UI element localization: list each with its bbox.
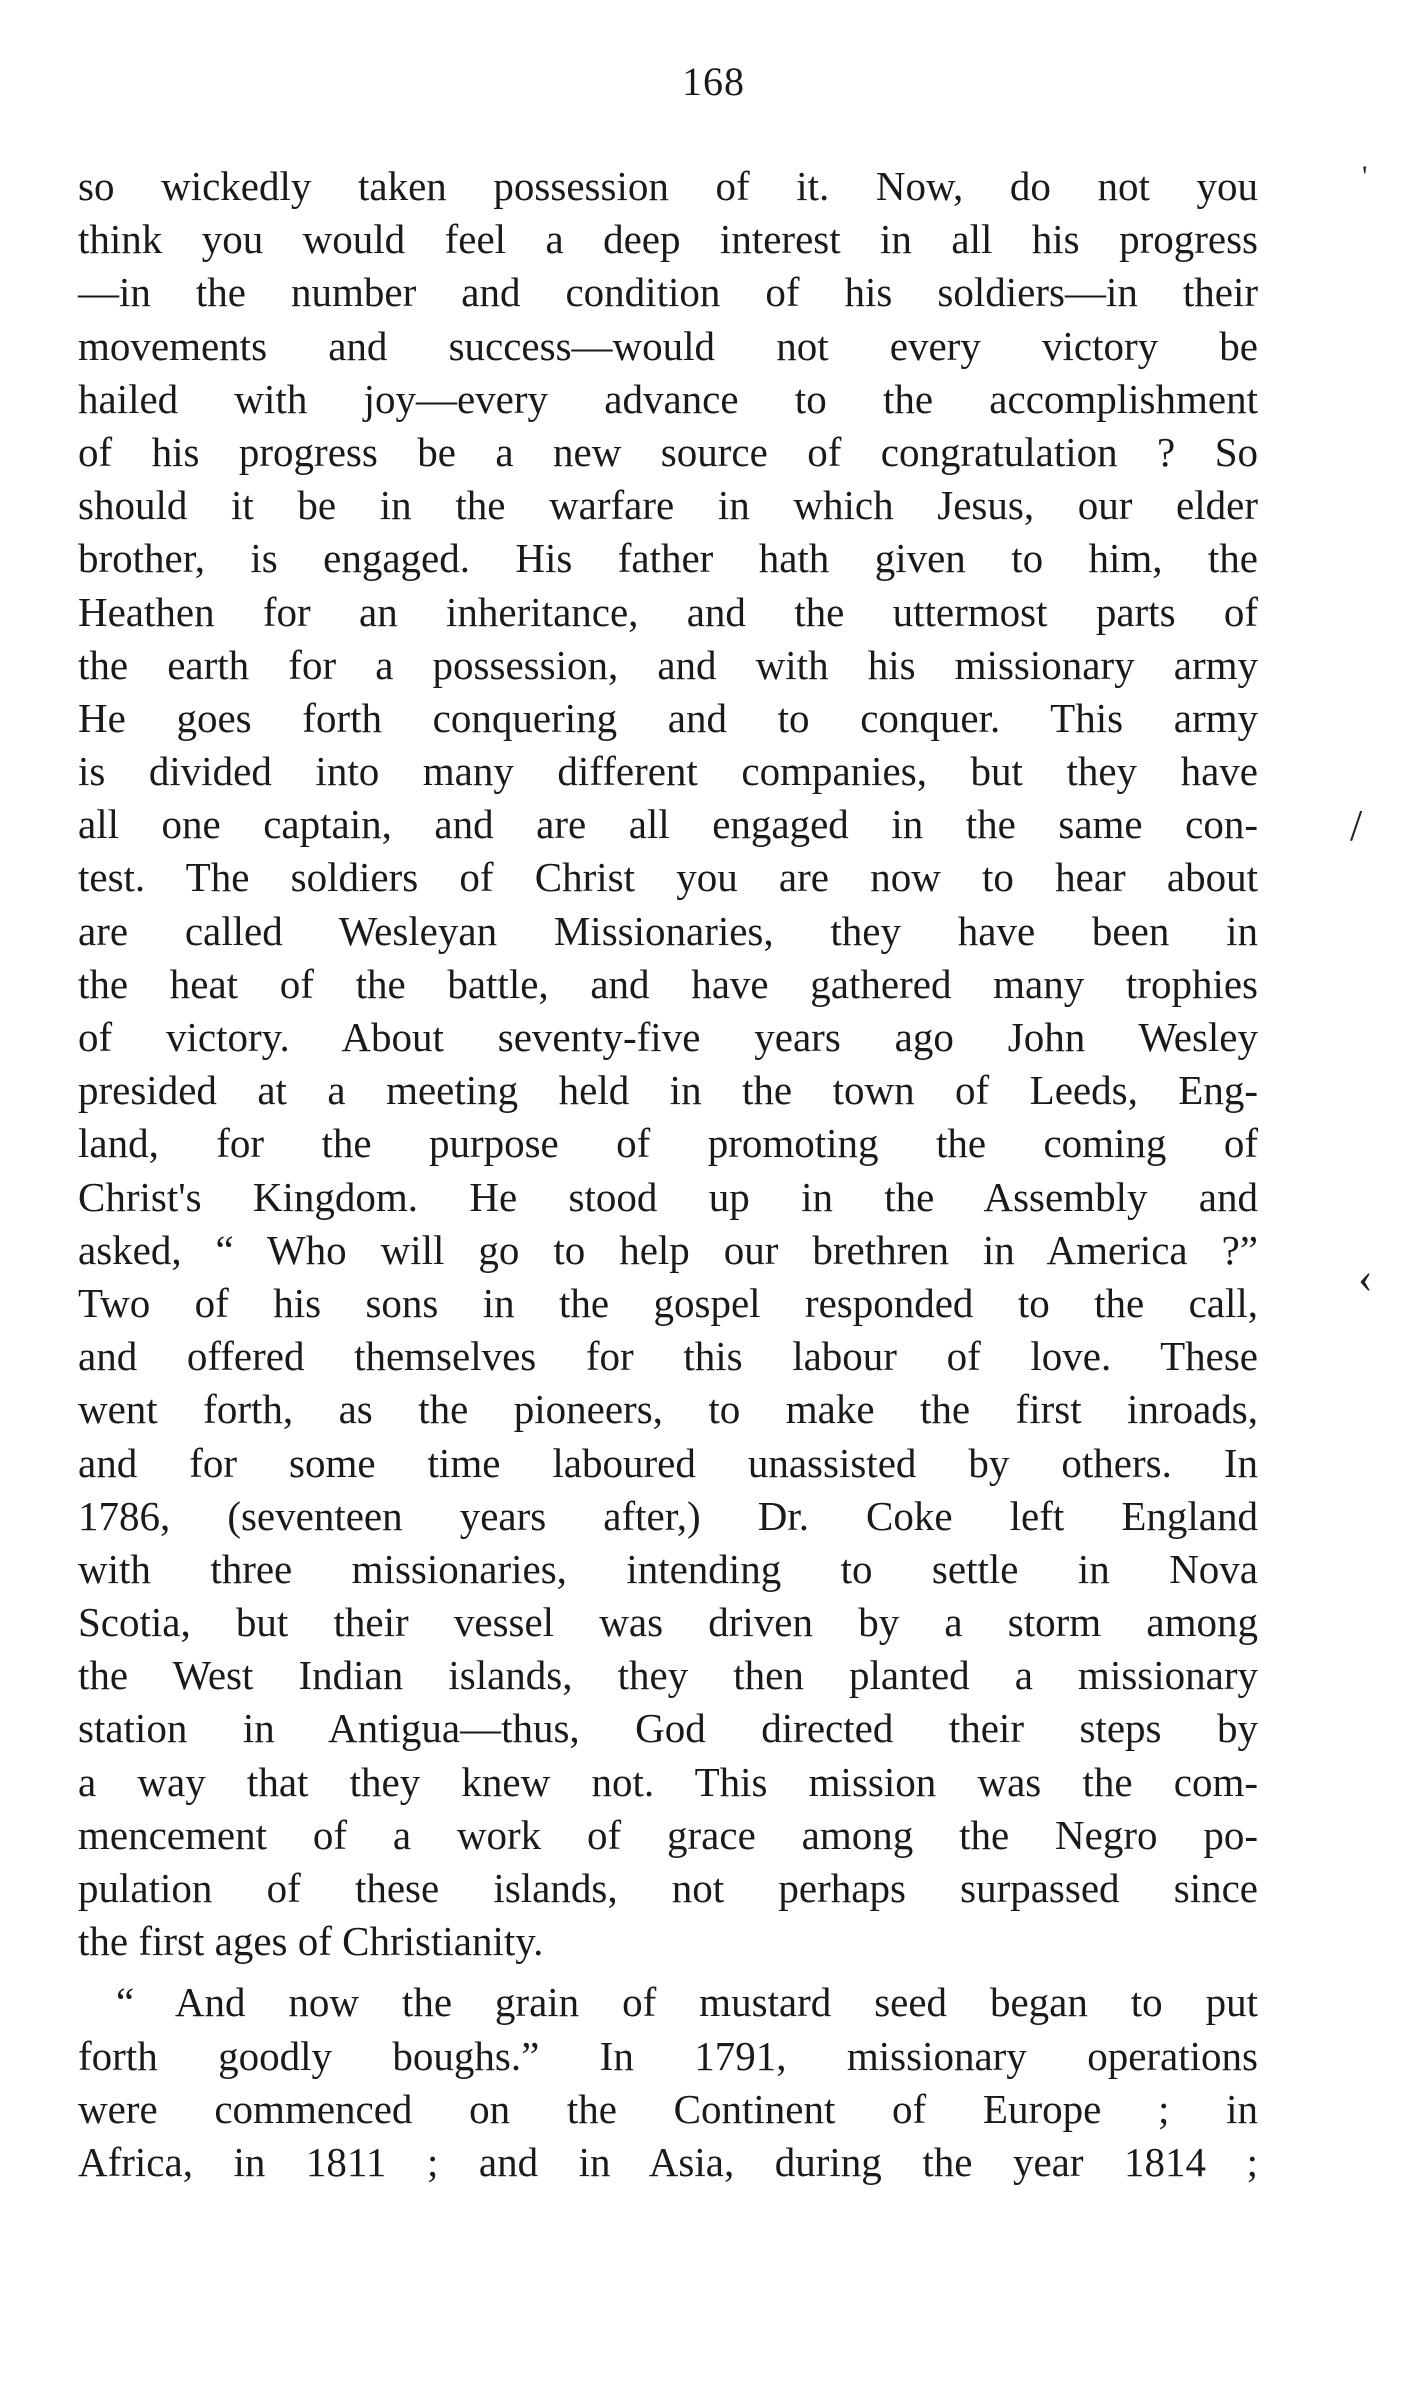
text-line: with three missionaries, intending to settle in Nova: [78, 1545, 1258, 1592]
paragraph: [78, 1976, 1258, 2189]
text-line: went forth, as the pioneers, to make the first inroads,: [78, 1386, 1258, 1433]
text-line: pulation of these islands, not perhaps surpassed since: [78, 1865, 1258, 1911]
text-line: Africa, in 1811 ; and in Asia, during the year 1814 ;: [78, 2138, 1258, 2185]
text-line: presided at a meeting held in the town of Leeds, Eng-: [78, 1067, 1258, 1114]
text-line: is divided into many different companies, but they have: [78, 748, 1258, 795]
text-line: Two of his sons in the gospel responded to the call,: [78, 1279, 1258, 1326]
text-line: all one captain, and are all engaged in the same con-: [78, 801, 1258, 848]
text-line: so wickedly taken possession of it. Now, do not you: [78, 163, 1258, 209]
text-line: movements and success—would not every victory be: [78, 322, 1258, 369]
text-line: station in Antigua—thus, God directed their steps by: [78, 1705, 1258, 1752]
margin-mark: ': [1362, 160, 1368, 193]
text-line: He goes forth conquering and to conquer. This army: [78, 694, 1258, 741]
text-line: Christ's Kingdom. He stood up in the Assembly and: [78, 1173, 1258, 1220]
text-line: the heat of the battle, and have gathered many trophies: [78, 960, 1258, 1007]
text-line: land, for the purpose of promoting the coming of: [78, 1120, 1258, 1167]
text-line: the first ages of Christianity.: [78, 1918, 544, 1965]
text-line: mencement of a work of grace among the Negro po-: [78, 1811, 1258, 1858]
page-number: 168: [682, 59, 745, 104]
text-line: 1786, (seventeen years after,) Dr. Coke left England: [78, 1492, 1258, 1539]
text-line: of his progress be a new source of congratulation ? So: [78, 428, 1258, 475]
text-line: think you would feel a deep interest in all his progress: [78, 216, 1258, 263]
text-line: test. The soldiers of Christ you are now to hear about: [78, 854, 1258, 901]
text-line: asked, “ Who will go to help our brethren in America ?”: [78, 1226, 1258, 1273]
text-line: Scotia, but their vessel was driven by a storm among: [78, 1599, 1258, 1646]
text-line: forth goodly boughs.” In 1791, missionary operations: [78, 2032, 1258, 2079]
margin-mark: ‹: [1358, 1253, 1373, 1302]
body-text: [78, 160, 1258, 2189]
text-line: Heathen for an inheritance, and the uttermost parts of: [78, 588, 1258, 635]
text-line: the West Indian islands, they then planted a missionary: [78, 1652, 1258, 1699]
text-line: brother, is engaged. His father hath given to him, the: [78, 535, 1258, 582]
text-line: hailed with joy—every advance to the accomplishment: [78, 375, 1258, 422]
text-line: and for some time laboured unassisted by others. In: [78, 1439, 1258, 1486]
text-line: and offered themselves for this labour of love. These: [78, 1333, 1258, 1380]
paragraph-gap: [78, 1968, 1258, 1976]
text-line: a way that they knew not. This mission was the com-: [78, 1758, 1258, 1805]
paragraph: [78, 160, 1258, 1968]
text-line: of victory. About seventy-five years ago John Wesley: [78, 1014, 1258, 1060]
text-line: should it be in the warfare in which Jesus, our elder: [78, 482, 1258, 529]
text-line: are called Wesleyan Missionaries, they have been in: [78, 907, 1258, 954]
text-line: —in the number and condition of his soldiers—in their: [78, 269, 1258, 316]
text-line: “ And now the grain of mustard seed began to put: [116, 1979, 1258, 2026]
margin-mark: /: [1350, 801, 1363, 850]
text-line: were commenced on the Continent of Europe ; in: [78, 2085, 1258, 2132]
text-line: the earth for a possession, and with his missionary army: [78, 641, 1258, 688]
